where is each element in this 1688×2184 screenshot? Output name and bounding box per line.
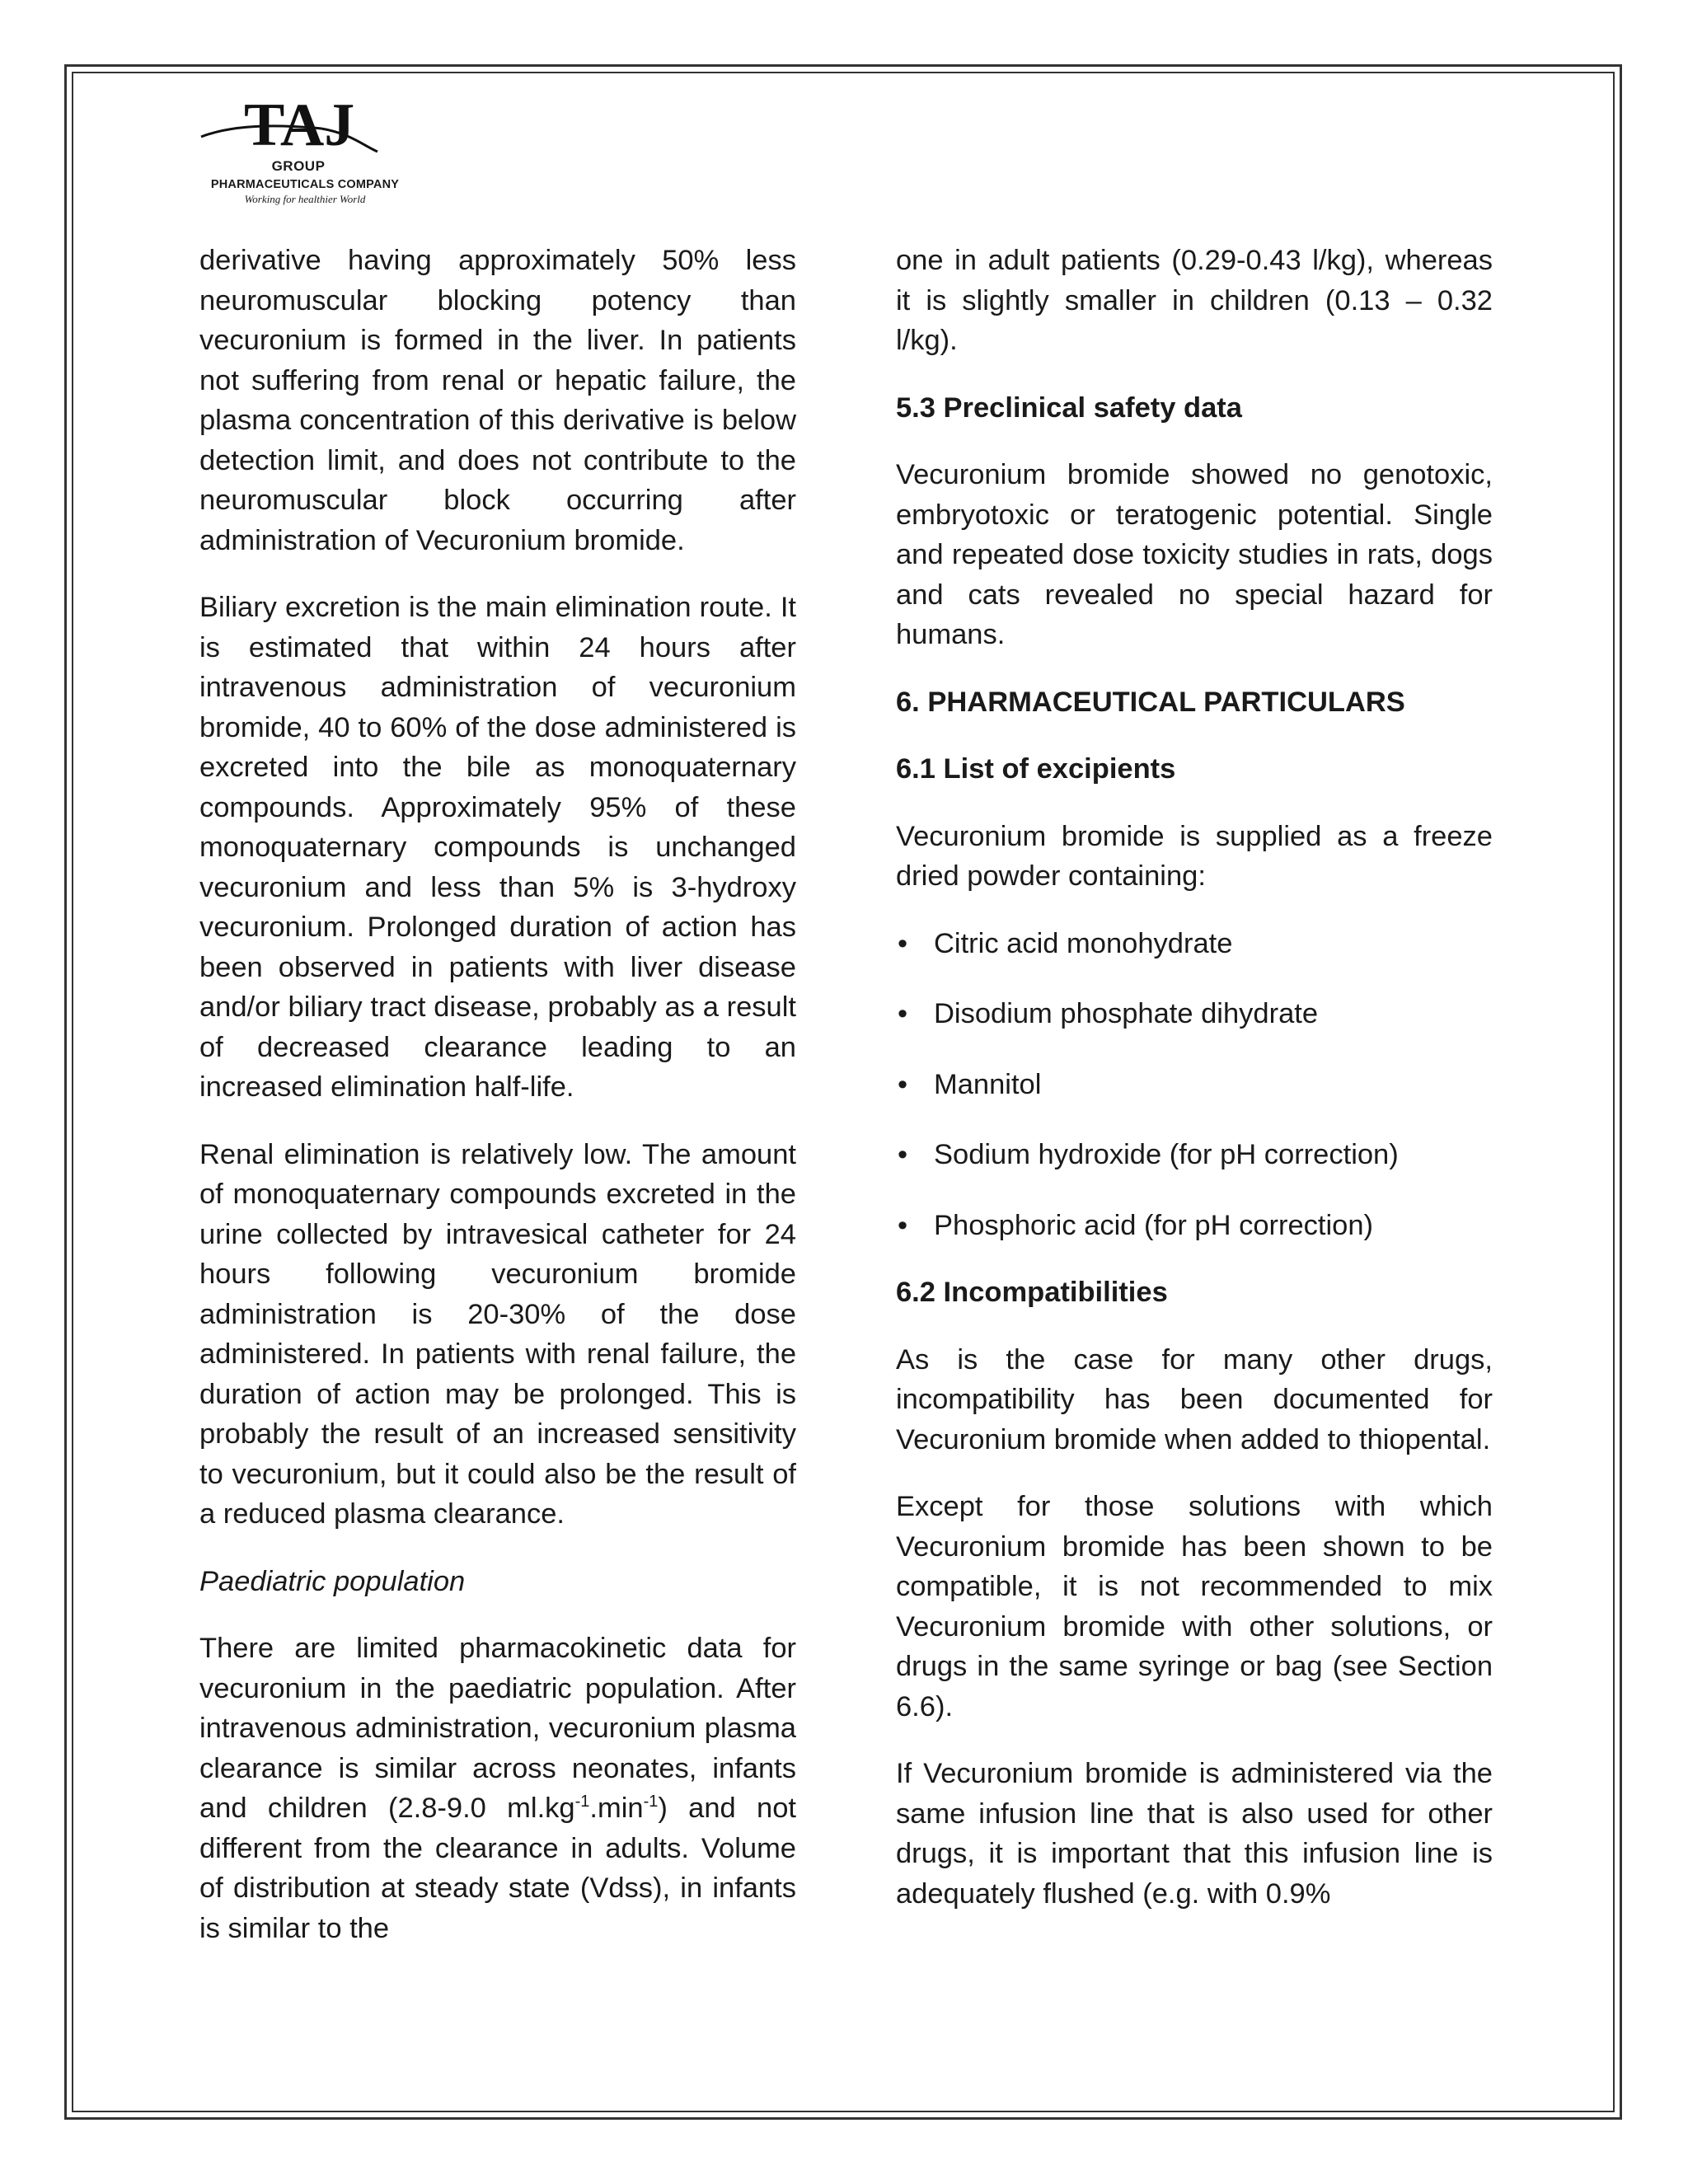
paragraph-incompat-thiopental: As is the case for many other drugs, incompatibility has been documented for Vecuronium bromide when added to thiopental. (896, 1343, 1493, 1455)
logo-company-text: PHARMACEUTICALS COMPANY (210, 178, 400, 191)
taj-logo-mark (198, 92, 412, 158)
list-item (896, 994, 1493, 1034)
paediatric-text-2: .min (589, 1793, 644, 1824)
logo-mark-text: TAJ (244, 92, 355, 158)
excipient-name: Disodium phosphate dihydrate (934, 998, 1319, 1029)
company-logo (198, 92, 412, 214)
excipient-name: Sodium hydroxide (for pH correction) (934, 1139, 1399, 1170)
paragraph-incompat-flushing: If Vecuronium bromide is administered via the same infusion line that is also used for other drugs, it is important that this infusion line is adequately flushed (e.g. with 0.9% (896, 1758, 1493, 1910)
bullet-icon: • (898, 1209, 908, 1241)
list-item (896, 1206, 1493, 1246)
paragraph-preclinical: Vecuronium bromide showed no genotoxic, embryotoxic or teratogenic potential. Single and repeated dose toxicity studies in rats, dogs and cats revealed no special hazard for humans. (896, 459, 1493, 650)
list-item (896, 924, 1493, 964)
paediatric-heading: Paediatric population (199, 1565, 466, 1597)
bullet-icon: • (898, 998, 908, 1029)
section-heading-6: 6. PHARMACEUTICAL PARTICULARS (896, 686, 1405, 718)
paragraph-incompat-mixing: Except for those solutions with which Vecuronium bromide has been shown to be compatible, it is not recommended to mix Vecuronium bromide with other solutions, or drugs in the same syringe or bag (see Section 6.6). (896, 1491, 1493, 1722)
excipient-name: Mannitol (934, 1068, 1042, 1100)
left-column (199, 241, 796, 1948)
paediatric-text-1: There are limited pharmacokinetic data for vecuronium in the paediatric population. After intravenous administration, vecuronium plasma clearance is similar across neonates, infants and children (2.8-9.0 ml.kg (199, 1633, 796, 1824)
right-column (896, 241, 1493, 1914)
excipient-list (896, 924, 1493, 1246)
section-heading-6-1: 6.1 List of excipients (896, 753, 1176, 785)
logo-tagline: Working for healthier World (244, 193, 366, 205)
paragraph-excipients-intro: Vecuronium bromide is supplied as a freeze dried powder containing: (896, 820, 1493, 892)
paragraph-biliary-excretion: Biliary excretion is the main elimination route. It is estimated that within 24 hours after intravenous administration of vecuronium bromide, 40 to 60% of the dose administered is excreted into the bile as monoquaternary compounds. Approximately 95% of these monoquaternary compounds is unchanged vecuronium and less than 5% is 3-hydroxy vecuronium. Prolonged duration of action has been observed in patients with liver disease and/or biliary tract disease, probably as a result of decreased clearance leading to an increased elimination half-life. (199, 592, 796, 1103)
list-item (896, 1135, 1493, 1175)
logo-group-text: GROUP (271, 158, 326, 174)
paragraph-renal-elimination: Renal elimination is relatively low. The amount of monoquaternary compounds excreted in the urine collected by intravesical catheter for 24 hours following vecuronium bromide administration is 20-30% of the dose administered. In patients with renal failure, the duration of action may be prolonged. This is probably the result of an increased sensitivity to vecuronium, but it could also be the result of a reduced plasma clearance. (199, 1138, 796, 1530)
list-item (896, 1065, 1493, 1105)
bullet-icon: • (898, 1068, 908, 1100)
paragraph-paediatric-pk (199, 1629, 796, 1948)
paediatric-text-3: ) and not different from the clearance in adults. Volume of distribution at steady state (Vdss), in infants is similar to the (199, 1793, 796, 1944)
excipient-name: Citric acid monohydrate (934, 927, 1233, 959)
superscript-minus-one: -1 (643, 1793, 659, 1811)
excipient-name: Phosphoric acid (for pH correction) (934, 1209, 1374, 1241)
paragraph-metabolite: derivative having approximately 50% less neuromuscular blocking potency than vecuronium is formed in the liver. In patients not suffering from renal or hepatic failure, the plasma concentration of this derivative is below detection limit, and does not contribute to the neuromuscular block occurring after administration of Vecuronium bromide. (199, 245, 796, 556)
superscript-minus-one: -1 (574, 1793, 590, 1811)
bullet-icon: • (898, 927, 908, 959)
bullet-icon: • (898, 1139, 908, 1170)
section-heading-6-2: 6.2 Incompatibilities (896, 1277, 1168, 1308)
section-heading-5-3: 5.3 Preclinical safety data (896, 391, 1242, 424)
paragraph-vdss-continued: one in adult patients (0.29-0.43 l/kg), whereas it is slightly smaller in children (0.13 – 0.32 l/kg). (896, 245, 1493, 356)
